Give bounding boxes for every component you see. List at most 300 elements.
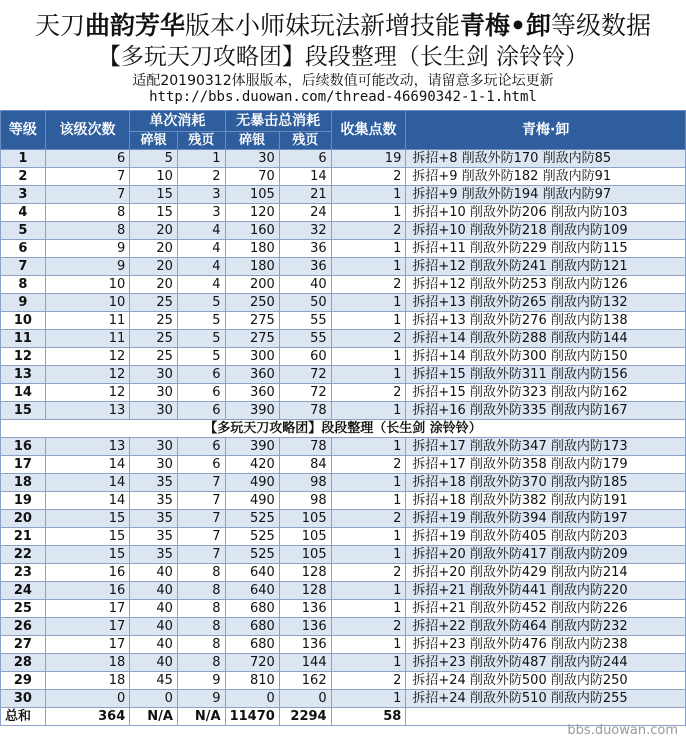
single-silver-cell: 25 xyxy=(130,294,178,312)
table-row xyxy=(1,636,686,654)
total-pages-cell: 128 xyxy=(279,564,331,582)
total-silver-cell: 420 xyxy=(225,456,279,474)
page-title xyxy=(0,6,686,42)
total-silver-cell: 105 xyxy=(225,186,279,204)
points-cell: 2 xyxy=(331,222,406,240)
single-pages-cell: 6 xyxy=(177,438,225,456)
single-pages-cell: 8 xyxy=(177,600,225,618)
count-cell: 10 xyxy=(45,294,129,312)
single-pages-cell: 8 xyxy=(177,654,225,672)
single-silver-cell: 30 xyxy=(130,384,178,402)
single-pages-cell: 8 xyxy=(177,564,225,582)
points-cell: 2 xyxy=(331,330,406,348)
total-pages-cell: 14 xyxy=(279,168,331,186)
site-watermark: bbs.duowan.com xyxy=(567,723,678,738)
table-row xyxy=(1,618,686,636)
single-pages-cell: 5 xyxy=(177,348,225,366)
total-pages-cell: 128 xyxy=(279,582,331,600)
header-single-silver: 碎银 xyxy=(130,132,178,150)
total-silver-cell: 30 xyxy=(225,150,279,168)
points-cell: 1 xyxy=(331,240,406,258)
single-silver-cell: 0 xyxy=(130,690,178,708)
count-cell: 7 xyxy=(45,168,129,186)
points-cell: 1 xyxy=(331,636,406,654)
single-pages-cell: 7 xyxy=(177,510,225,528)
level-cell: 12 xyxy=(1,348,46,366)
level-cell: 5 xyxy=(1,222,46,240)
total-pages-cell: 21 xyxy=(279,186,331,204)
skill-effect-cell: 拆招+19 削敌外防394 削敌内防197 xyxy=(406,510,686,528)
header-total-cost: 无暴击总消耗 xyxy=(225,111,331,132)
header-single-pages: 残页 xyxy=(177,132,225,150)
single-pages-cell: 7 xyxy=(177,474,225,492)
total-silver-cell: 275 xyxy=(225,330,279,348)
total-silver-cell: 640 xyxy=(225,564,279,582)
table-row xyxy=(1,276,686,294)
single-silver-cell: 40 xyxy=(130,636,178,654)
level-cell: 11 xyxy=(1,330,46,348)
table-row xyxy=(1,546,686,564)
total-pages-cell: 40 xyxy=(279,276,331,294)
banner-section xyxy=(1,420,686,438)
count-cell: 7 xyxy=(45,186,129,204)
single-pages-cell: 4 xyxy=(177,276,225,294)
title-part: 青梅•卸 xyxy=(460,11,551,40)
points-cell: 1 xyxy=(331,546,406,564)
points-cell: 1 xyxy=(331,654,406,672)
table-row xyxy=(1,366,686,384)
source-url: http://bbs.duowan.com/thread-46690342-1-1.html xyxy=(149,89,537,105)
title-part: 等级数据 xyxy=(551,11,652,40)
total-silver-cell: 810 xyxy=(225,672,279,690)
table-row xyxy=(1,204,686,222)
single-silver-cell: 25 xyxy=(130,348,178,366)
level-cell: 18 xyxy=(1,474,46,492)
level-cell: 3 xyxy=(1,186,46,204)
total-pages-cell: 55 xyxy=(279,312,331,330)
count-cell: 15 xyxy=(45,510,129,528)
level-cell: 30 xyxy=(1,690,46,708)
table-row xyxy=(1,222,686,240)
skill-effect-cell: 拆招+13 削敌外防265 削敌内防132 xyxy=(406,294,686,312)
table-row xyxy=(1,312,686,330)
total-silver-cell: 0 xyxy=(225,690,279,708)
single-pages-cell: 9 xyxy=(177,672,225,690)
skill-effect-cell: 拆招+14 削敌外防300 削敌内防150 xyxy=(406,348,686,366)
total-silver-cell: 680 xyxy=(225,618,279,636)
total-silver-cell: 525 xyxy=(225,528,279,546)
header-total-pages: 残页 xyxy=(279,132,331,150)
single-silver-cell: 30 xyxy=(130,456,178,474)
count-cell: 13 xyxy=(45,438,129,456)
page-subtitle: 【多玩天刀攻略团】段段整理（长生剑 涂铃铃） xyxy=(97,44,589,70)
total-points: 58 xyxy=(331,708,406,726)
level-cell: 24 xyxy=(1,582,46,600)
skill-effect-cell: 拆招+22 削敌外防464 削敌内防232 xyxy=(406,618,686,636)
total-silver-cell: 200 xyxy=(225,276,279,294)
total-single-pages: N/A xyxy=(177,708,225,726)
single-silver-cell: 5 xyxy=(130,150,178,168)
total-pages-cell: 72 xyxy=(279,366,331,384)
skill-effect-cell: 拆招+9 削敌外防194 削敌内防97 xyxy=(406,186,686,204)
level-cell: 10 xyxy=(1,312,46,330)
table-row xyxy=(1,690,686,708)
table-row xyxy=(1,258,686,276)
table-row xyxy=(1,438,686,456)
points-cell: 1 xyxy=(331,438,406,456)
level-cell: 13 xyxy=(1,366,46,384)
count-cell: 12 xyxy=(45,384,129,402)
count-cell: 12 xyxy=(45,366,129,384)
table-row xyxy=(1,402,686,420)
points-cell: 1 xyxy=(331,528,406,546)
total-total-silver: 11470 xyxy=(225,708,279,726)
page-header xyxy=(0,0,686,110)
skill-effect-cell: 拆招+23 削敌外防476 削敌内防238 xyxy=(406,636,686,654)
count-cell: 11 xyxy=(45,312,129,330)
banner-text: 【多玩天刀攻略团】段段整理（长生剑 涂铃铃） xyxy=(1,420,686,438)
total-pages-cell: 162 xyxy=(279,672,331,690)
level-cell: 16 xyxy=(1,438,46,456)
skill-effect-cell: 拆招+9 削敌外防182 削敌内防91 xyxy=(406,168,686,186)
points-cell: 19 xyxy=(331,150,406,168)
level-cell: 9 xyxy=(1,294,46,312)
points-cell: 1 xyxy=(331,402,406,420)
total-silver-cell: 490 xyxy=(225,492,279,510)
count-cell: 17 xyxy=(45,600,129,618)
total-pages-cell: 105 xyxy=(279,510,331,528)
single-silver-cell: 20 xyxy=(130,258,178,276)
total-silver-cell: 160 xyxy=(225,222,279,240)
single-pages-cell: 5 xyxy=(177,294,225,312)
skill-effect-cell: 拆招+16 削敌外防335 削敌内防167 xyxy=(406,402,686,420)
level-cell: 7 xyxy=(1,258,46,276)
total-pages-cell: 50 xyxy=(279,294,331,312)
total-count: 364 xyxy=(45,708,129,726)
single-silver-cell: 45 xyxy=(130,672,178,690)
level-cell: 28 xyxy=(1,654,46,672)
single-pages-cell: 4 xyxy=(177,258,225,276)
table-row xyxy=(1,384,686,402)
header-points: 收集点数 xyxy=(331,111,406,150)
total-silver-cell: 680 xyxy=(225,636,279,654)
count-cell: 14 xyxy=(45,492,129,510)
single-silver-cell: 35 xyxy=(130,474,178,492)
table-row xyxy=(1,348,686,366)
total-pages-cell: 84 xyxy=(279,456,331,474)
level-cell: 1 xyxy=(1,150,46,168)
level-cell: 21 xyxy=(1,528,46,546)
count-cell: 18 xyxy=(45,672,129,690)
single-silver-cell: 20 xyxy=(130,240,178,258)
table-row xyxy=(1,474,686,492)
count-cell: 13 xyxy=(45,402,129,420)
single-silver-cell: 25 xyxy=(130,330,178,348)
total-silver-cell: 360 xyxy=(225,384,279,402)
count-cell: 9 xyxy=(45,258,129,276)
level-cell: 15 xyxy=(1,402,46,420)
skill-effect-cell: 拆招+8 削敌外防170 削敌内防85 xyxy=(406,150,686,168)
count-cell: 9 xyxy=(45,240,129,258)
skill-effect-cell: 拆招+15 削敌外防311 削敌内防156 xyxy=(406,366,686,384)
points-cell: 1 xyxy=(331,690,406,708)
single-silver-cell: 15 xyxy=(130,204,178,222)
single-pages-cell: 8 xyxy=(177,582,225,600)
level-cell: 29 xyxy=(1,672,46,690)
count-cell: 15 xyxy=(45,546,129,564)
skill-effect-cell: 拆招+10 削敌外防218 削敌内防109 xyxy=(406,222,686,240)
points-cell: 1 xyxy=(331,474,406,492)
single-silver-cell: 35 xyxy=(130,510,178,528)
total-pages-cell: 136 xyxy=(279,600,331,618)
level-cell: 26 xyxy=(1,618,46,636)
level-cell: 4 xyxy=(1,204,46,222)
total-pages-cell: 136 xyxy=(279,618,331,636)
total-silver-cell: 525 xyxy=(225,546,279,564)
table-row xyxy=(1,528,686,546)
skill-effect-cell: 拆招+14 削敌外防288 削敌内防144 xyxy=(406,330,686,348)
title-part: 版本小师妹玩法新增技能 xyxy=(185,11,461,40)
points-cell: 2 xyxy=(331,276,406,294)
skill-effect-cell: 拆招+10 削敌外防206 削敌内防103 xyxy=(406,204,686,222)
skill-effect-cell: 拆招+24 削敌外防500 削敌内防250 xyxy=(406,672,686,690)
header-count: 该级次数 xyxy=(45,111,129,150)
count-cell: 18 xyxy=(45,654,129,672)
total-pages-cell: 98 xyxy=(279,474,331,492)
points-cell: 2 xyxy=(331,672,406,690)
skill-effect-cell: 拆招+13 削敌外防276 削敌内防138 xyxy=(406,312,686,330)
skill-effect-cell: 拆招+21 削敌外防441 削敌内防220 xyxy=(406,582,686,600)
single-pages-cell: 8 xyxy=(177,636,225,654)
level-cell: 14 xyxy=(1,384,46,402)
total-label: 总和 xyxy=(1,708,46,726)
level-cell: 27 xyxy=(1,636,46,654)
table-row xyxy=(1,654,686,672)
total-pages-cell: 136 xyxy=(279,636,331,654)
total-pages-cell: 60 xyxy=(279,348,331,366)
total-pages-cell: 105 xyxy=(279,528,331,546)
count-cell: 14 xyxy=(45,474,129,492)
single-silver-cell: 30 xyxy=(130,366,178,384)
total-silver-cell: 680 xyxy=(225,600,279,618)
points-cell: 2 xyxy=(331,618,406,636)
skill-effect-cell: 拆招+15 削敌外防323 削敌内防162 xyxy=(406,384,686,402)
points-cell: 1 xyxy=(331,204,406,222)
level-cell: 17 xyxy=(1,456,46,474)
single-silver-cell: 25 xyxy=(130,312,178,330)
version-note: 适配20190312体服版本，后续数值可能改动，请留意多玩论坛更新 xyxy=(132,73,554,89)
level-cell: 23 xyxy=(1,564,46,582)
count-cell: 0 xyxy=(45,690,129,708)
single-silver-cell: 35 xyxy=(130,492,178,510)
total-pages-cell: 72 xyxy=(279,384,331,402)
total-silver-cell: 525 xyxy=(225,510,279,528)
table-row xyxy=(1,510,686,528)
header-total-silver: 碎银 xyxy=(225,132,279,150)
single-silver-cell: 20 xyxy=(130,222,178,240)
single-silver-cell: 40 xyxy=(130,618,178,636)
table-row xyxy=(1,564,686,582)
single-silver-cell: 40 xyxy=(130,600,178,618)
banner-row xyxy=(1,420,686,438)
single-pages-cell: 4 xyxy=(177,240,225,258)
single-pages-cell: 7 xyxy=(177,528,225,546)
skill-effect-cell: 拆招+20 削敌外防429 削敌内防214 xyxy=(406,564,686,582)
points-cell: 1 xyxy=(331,492,406,510)
points-cell: 2 xyxy=(331,564,406,582)
skill-effect-cell: 拆招+19 削敌外防405 削敌内防203 xyxy=(406,528,686,546)
single-silver-cell: 35 xyxy=(130,546,178,564)
count-cell: 8 xyxy=(45,222,129,240)
single-pages-cell: 6 xyxy=(177,384,225,402)
level-cell: 19 xyxy=(1,492,46,510)
total-pages-cell: 78 xyxy=(279,402,331,420)
single-pages-cell: 7 xyxy=(177,546,225,564)
total-pages-cell: 36 xyxy=(279,258,331,276)
skill-effect-cell: 拆招+17 削敌外防347 削敌内防173 xyxy=(406,438,686,456)
total-pages-cell: 144 xyxy=(279,654,331,672)
single-silver-cell: 40 xyxy=(130,582,178,600)
count-cell: 15 xyxy=(45,528,129,546)
count-cell: 11 xyxy=(45,330,129,348)
title-part: 天刀 xyxy=(34,11,85,40)
table-row xyxy=(1,150,686,168)
level-cell: 2 xyxy=(1,168,46,186)
points-cell: 1 xyxy=(331,582,406,600)
single-silver-cell: 20 xyxy=(130,276,178,294)
table-row xyxy=(1,456,686,474)
header-skill: 青梅·卸 xyxy=(406,111,686,150)
total-pages-cell: 6 xyxy=(279,150,331,168)
points-cell: 1 xyxy=(331,186,406,204)
single-pages-cell: 1 xyxy=(177,150,225,168)
single-pages-cell: 6 xyxy=(177,456,225,474)
single-pages-cell: 6 xyxy=(177,402,225,420)
total-silver-cell: 390 xyxy=(225,402,279,420)
single-silver-cell: 40 xyxy=(130,564,178,582)
skill-effect-cell: 拆招+18 削敌外防382 削敌内防191 xyxy=(406,492,686,510)
count-cell: 8 xyxy=(45,204,129,222)
points-cell: 1 xyxy=(331,366,406,384)
total-silver-cell: 640 xyxy=(225,582,279,600)
points-cell: 1 xyxy=(331,312,406,330)
single-pages-cell: 6 xyxy=(177,366,225,384)
count-cell: 16 xyxy=(45,582,129,600)
table-body-upper xyxy=(1,150,686,420)
total-total-pages: 2294 xyxy=(279,708,331,726)
points-cell: 2 xyxy=(331,384,406,402)
total-pages-cell: 0 xyxy=(279,690,331,708)
single-pages-cell: 9 xyxy=(177,690,225,708)
total-silver-cell: 70 xyxy=(225,168,279,186)
level-cell: 8 xyxy=(1,276,46,294)
total-silver-cell: 275 xyxy=(225,312,279,330)
table-row xyxy=(1,168,686,186)
points-cell: 1 xyxy=(331,348,406,366)
count-cell: 6 xyxy=(45,150,129,168)
points-cell: 2 xyxy=(331,456,406,474)
points-cell: 1 xyxy=(331,294,406,312)
total-pages-cell: 105 xyxy=(279,546,331,564)
count-cell: 10 xyxy=(45,276,129,294)
level-cell: 25 xyxy=(1,600,46,618)
single-pages-cell: 3 xyxy=(177,186,225,204)
single-silver-cell: 10 xyxy=(130,168,178,186)
table-body-lower xyxy=(1,438,686,708)
single-silver-cell: 30 xyxy=(130,438,178,456)
table-row xyxy=(1,240,686,258)
points-cell: 1 xyxy=(331,258,406,276)
count-cell: 16 xyxy=(45,564,129,582)
skill-effect-cell: 拆招+12 削敌外防241 削敌内防121 xyxy=(406,258,686,276)
total-pages-cell: 78 xyxy=(279,438,331,456)
header-row xyxy=(1,111,686,132)
points-cell: 2 xyxy=(331,510,406,528)
table-row xyxy=(1,582,686,600)
single-pages-cell: 2 xyxy=(177,168,225,186)
skill-effect-cell: 拆招+17 削敌外防358 削敌内防179 xyxy=(406,456,686,474)
table-row xyxy=(1,672,686,690)
single-pages-cell: 4 xyxy=(177,222,225,240)
total-silver-cell: 250 xyxy=(225,294,279,312)
total-silver-cell: 720 xyxy=(225,654,279,672)
skill-effect-cell: 拆招+11 削敌外防229 削敌内防115 xyxy=(406,240,686,258)
total-pages-cell: 98 xyxy=(279,492,331,510)
single-silver-cell: 30 xyxy=(130,402,178,420)
level-cell: 6 xyxy=(1,240,46,258)
single-silver-cell: 40 xyxy=(130,654,178,672)
count-cell: 12 xyxy=(45,348,129,366)
total-silver-cell: 120 xyxy=(225,204,279,222)
total-silver-cell: 390 xyxy=(225,438,279,456)
skill-effect-cell: 拆招+12 削敌外防253 削敌内防126 xyxy=(406,276,686,294)
total-silver-cell: 180 xyxy=(225,240,279,258)
table-row xyxy=(1,330,686,348)
single-pages-cell: 8 xyxy=(177,618,225,636)
total-silver-cell: 300 xyxy=(225,348,279,366)
level-cell: 22 xyxy=(1,546,46,564)
single-pages-cell: 7 xyxy=(177,492,225,510)
total-pages-cell: 36 xyxy=(279,240,331,258)
points-cell: 1 xyxy=(331,600,406,618)
total-silver-cell: 490 xyxy=(225,474,279,492)
total-pages-cell: 24 xyxy=(279,204,331,222)
level-data-table xyxy=(0,110,686,726)
header-single-cost: 单次消耗 xyxy=(130,111,225,132)
total-silver-cell: 360 xyxy=(225,366,279,384)
skill-effect-cell: 拆招+18 削敌外防370 削敌内防185 xyxy=(406,474,686,492)
count-cell: 17 xyxy=(45,618,129,636)
level-cell: 20 xyxy=(1,510,46,528)
total-silver-cell: 180 xyxy=(225,258,279,276)
table-row xyxy=(1,186,686,204)
single-pages-cell: 5 xyxy=(177,330,225,348)
header-level: 等级 xyxy=(1,111,46,150)
total-pages-cell: 55 xyxy=(279,330,331,348)
skill-effect-cell: 拆招+20 削敌外防417 削敌内防209 xyxy=(406,546,686,564)
single-pages-cell: 3 xyxy=(177,204,225,222)
title-part: 曲韵芳华 xyxy=(84,11,185,40)
table-row xyxy=(1,492,686,510)
table-row xyxy=(1,294,686,312)
single-silver-cell: 15 xyxy=(130,186,178,204)
total-single-silver: N/A xyxy=(130,708,178,726)
single-silver-cell: 35 xyxy=(130,528,178,546)
total-pages-cell: 32 xyxy=(279,222,331,240)
points-cell: 2 xyxy=(331,168,406,186)
single-pages-cell: 5 xyxy=(177,312,225,330)
skill-effect-cell: 拆招+24 削敌外防510 削敌内防255 xyxy=(406,690,686,708)
